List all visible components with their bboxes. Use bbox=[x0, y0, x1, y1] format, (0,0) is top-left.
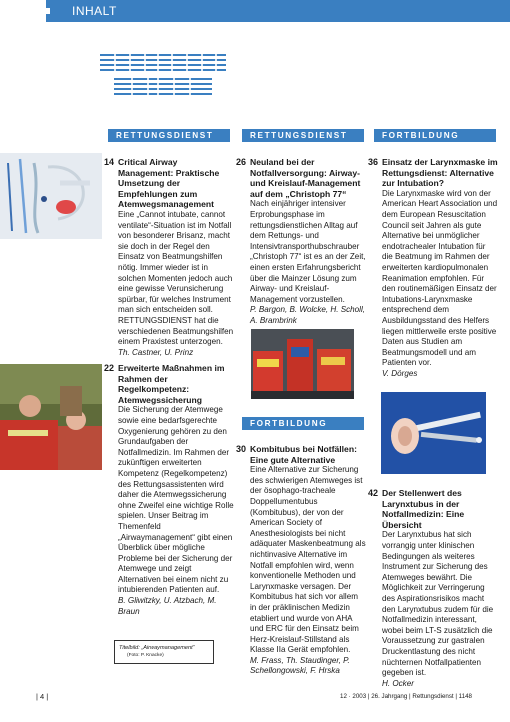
article-authors: B. Gliwitzky, U. Atzbach, M. Braun bbox=[118, 596, 217, 616]
article-26: 26 Neuland bei der Notfallversorgung: Airway- und Kreislauf-Management auf dem „Christoph 77“ Nach einjähriger intensiver Erprobungsphase im rettungsdienstlichen Alltag auf dem Rettungs- und Intensivtransporthubschrauber „Christoph 77“ ist es an der Zeit, einen ersten Erfahrungsbericht über die Mainzer Lösung zum Airway- und Kreislauf-Management vorzustellen. P. Bargon, B. Wolcke, H. Scholl, A. Brambrink bbox=[236, 157, 366, 325]
equipment-bags-photo bbox=[251, 329, 354, 399]
article-title[interactable]: Einsatz der Larynxmaske im Rettungsdienst: Alternative zur Intubation? bbox=[382, 157, 498, 189]
rescue-scene-photo bbox=[0, 364, 102, 470]
article-title[interactable]: Critical Airway Management: Praktische Umsetzung der Empfehlungen zum Atemwegsmanagement bbox=[118, 157, 220, 210]
article-title[interactable]: Der Stellenwert des Larynxtubus in der Notfallmedizin: Eine Übersicht bbox=[382, 488, 465, 530]
article-22: 22 Erweiterte Maßnahmen im Rahmen der Regelkompetenz: Atemwegssicherung Die Sicherung der Atemwege sowie eine bedarfsgerechte Oxygenierung gehören zu den Grundaufgaben der Notfallmedizin. Im Rahmen der zukünftigen erweiterten Kompetenz (Regelkompetenz) des Rettungsassistenten wird daher die Atemwegssicherung ohne Zweifel eine wichtige Rolle spielen. Unser Beitrag im Themenfeld „Airwaymanagement“ gibt einen Überblick über mögliche Probleme bei der Sicherung der Atemwege und zeigt Alternativen bei einem nicht zu intubierenden Patienten auf. B. Gliwitzky, U. Atzbach, M. Braun bbox=[104, 363, 234, 616]
issue-info: 12 · 2003 | 26. Jahrgang | Rettungsdienst | 1148 bbox=[340, 693, 472, 700]
article-30: 30 Kombitubus bei Notfällen: Eine gute Alternative Eine Alternative zur Sicherung des schwierigen Atemweges ist der ösophago-tracheale Doppellumentubus (Kombitubus), der von der American Society of Anesthesiologists bei nicht adäquater Maskenbeatmung als nichtinvasive Alternative im Notfall empfohlen wird, wenn konventionelle Methoden und Larynxmaske versagen. Der Kombitubus hat sich vor allem in der präklinischen Medizin etabliert und wurde von AHA und ERC für den Einsatz beim Herz-Kreislauf-Stillstand als Klasse IIa Gerät empfohlen. M. Frass, Th. Staudinger, P. Schellongowski, F. Hrska bbox=[236, 444, 366, 676]
section-header-rettungsdienst-1: RETTUNGSDIENST bbox=[102, 129, 230, 142]
section-header-fortbildung-1: FORTBILDUNG bbox=[368, 129, 496, 142]
header-bar bbox=[0, 0, 510, 22]
section-header-rettungsdienst-2: RETTUNGSDIENST bbox=[236, 129, 364, 142]
page-number: | 4 | bbox=[36, 692, 49, 701]
article-authors: H. Ocker bbox=[382, 678, 414, 688]
rettungsdienst-logo bbox=[100, 50, 226, 100]
section-header-fortbildung-2: FORTBILDUNG bbox=[236, 417, 364, 430]
laryngeal-mask-photo bbox=[381, 392, 486, 474]
cross-icon bbox=[34, 3, 50, 19]
article-authors: Th. Castner, U. Prinz bbox=[118, 347, 194, 357]
article-text: Eine Alternative zur Sicherung des schwierigen Atemweges ist der ösophago-tracheale Doppellumentubus (Kombitubus), der von der American Society of Anesthesiologists bei nicht adäquater Maskenbeatmung als nichtinvasive Alternative im Notfall empfohlen wird, wenn konventionelle Methoden und Larynxmaske versagen. Der Kombitubus hat sich vor allem in der präklinischen Medizin etabliert und wurde von AHA und ERC für den Einsatz beim Herz-Kreislauf-Stillstand als Klasse IIa Gerät empfohlen. bbox=[250, 465, 366, 655]
airway-instruments-photo bbox=[0, 153, 102, 239]
article-14: 14 Critical Airway Management: Praktische Umsetzung der Empfehlungen zum Atemwegsmanagement Eine „Cannot intubate, cannot ventilate“-Situation ist im Notfall von besonderer Brisanz, macht sie doch in der Regel den Einsatz von Beatmungshilfen nötig. Immer wieder ist in solchen Momenten jedoch auch eine gewisse Verunsicherung spürbar, für welches Instrument man sich entscheiden soll. RETTUNGSDIENST hat die verschiedenen Beatmungshilfen einem Praxistest unterzogen. Th. Castner, U. Prinz bbox=[104, 157, 234, 357]
article-42: 42 Der Stellenwert des Larynxtubus in der Notfallmedizin: Eine Übersicht Der Larynxtubus hat sich vorrangig unter klinischen Bedingungen als weiteres Instrument zur Sicherung des Atemweges bewährt. Die Möglichkeit zur Verringerung des Aspirationsrisikos macht den Larynxtubus zudem für die Notfallmedizin interessant, wobei beim LT-S zusätzlich die Voraussetzung zur gastralen Druckentlastung des nicht nüchternen Notfallpatienten gegeben ist. H. Ocker bbox=[368, 488, 498, 689]
article-text: Eine „Cannot intubate, cannot ventilate“-Situation ist im Notfall von besonderer Brisanz, macht sie doch in der Regel den Einsatz von Beatmungshilfen nötig. Immer wieder ist in solchen Momenten jedoch auch eine gewisse Verunsicherung spürbar, für welches Instrument man sich entscheiden soll. RETTUNGSDIENST hat die verschiedenen Beatmungshilfen einem Praxistest unterzogen. bbox=[118, 209, 234, 347]
article-36: 36 Einsatz der Larynxmaske im Rettungsdienst: Alternative zur Intubation? Die Larynxmaske wird von der American Heart Association und dem European Resuscitation Council seit Jahren als gute Alternative bei unmöglicher endotrachealer Intubation für die Beatmung im Rahmen der erweiterten kardiopulmonalen Reanimation empfohlen. Für den routinemäßigen Einsatz der Intubations-Larynxmaske entsprechend dem Ausbildungsstand des Helfers liegen mittlerweile erste positive Daten aus Studien am Beatmungsmodell und am Patienten vor. V. Dörges bbox=[368, 157, 498, 378]
article-text: Die Sicherung der Atemwege sowie eine bedarfsgerechte Oxygenierung gehören zu den Grundaufgaben der Notfallmedizin. Im Rahmen der zukünftigen erweiterten Kompetenz (Regelkompetenz) des Rettungsassistenten wird daher die Atemwegssicherung ohne Zweifel eine wichtige Rolle spielen. Unser Beitrag im Themenfeld „Airwaymanagement“ gibt einen Überblick über mögliche Probleme bei der Sicherung der Atemwege und zeigt Alternativen bei einem nicht zu intubierenden Patienten auf. bbox=[118, 405, 234, 595]
article-title[interactable]: Kombitubus bei Notfällen: Eine gute Alternative bbox=[250, 444, 357, 465]
article-text: Der Larynxtubus hat sich vorrangig unter klinischen Bedingungen als weiteres Instrument zur Sicherung des Atemweges bewährt. Die Möglichkeit zur Verringerung des Aspirationsrisikos macht den Larynxtubus zudem für die Notfallmedizin interessant, wobei beim LT-S zusätzlich die Voraussetzung zur gastralen Druckentlastung des nicht nüchternen Notfallpatienten gegeben ist. bbox=[382, 530, 494, 678]
cover-caption: Titelbild: „Airwaymanagement“ (Foto: P. Knacke) bbox=[114, 640, 214, 664]
article-text: Die Larynxmaske wird von der American Heart Association und dem European Resuscitation Council seit Jahren als gute Alternative bei unmöglicher endotrachealer Intubation für die Beatmung im Rahmen der erweiterten kardiopulmonalen Reanimation empfohlen. Für den routinemäßigen Einsatz der Intubations-Larynxmaske entsprechend dem Ausbildungsstand des Helfers liegen mittlerweile erste positive Daten aus Studien am Beatmungsmodell und am Patienten vor. bbox=[382, 188, 498, 368]
article-authors: M. Frass, Th. Staudinger, P. Schellongowski, F. Hrska bbox=[250, 655, 350, 676]
article-authors: V. Dörges bbox=[382, 368, 418, 378]
article-text: Nach einjähriger intensiver Erprobungsphase im rettungsdienstlichen Alltag auf dem Rettungs- und Intensivtransporthubschrauber „Christoph 77“ ist es an der Zeit, einen ersten Erfahrungsbericht über die Mainzer Lösung zum Airway- und Kreislauf-Management vorzustellen. bbox=[250, 199, 366, 304]
article-authors: P. Bargon, B. Wolcke, H. Scholl, A. Brambrink bbox=[250, 305, 366, 325]
article-title[interactable]: Erweiterte Maßnahmen im Rahmen der Regelkompetenz: Atemwegssicherung bbox=[118, 363, 225, 405]
article-title[interactable]: Neuland bei der Notfallversorgung: Airway- und Kreislauf-Management auf dem „Christoph 77“ bbox=[250, 157, 361, 199]
section-title: INHALT bbox=[72, 4, 117, 18]
